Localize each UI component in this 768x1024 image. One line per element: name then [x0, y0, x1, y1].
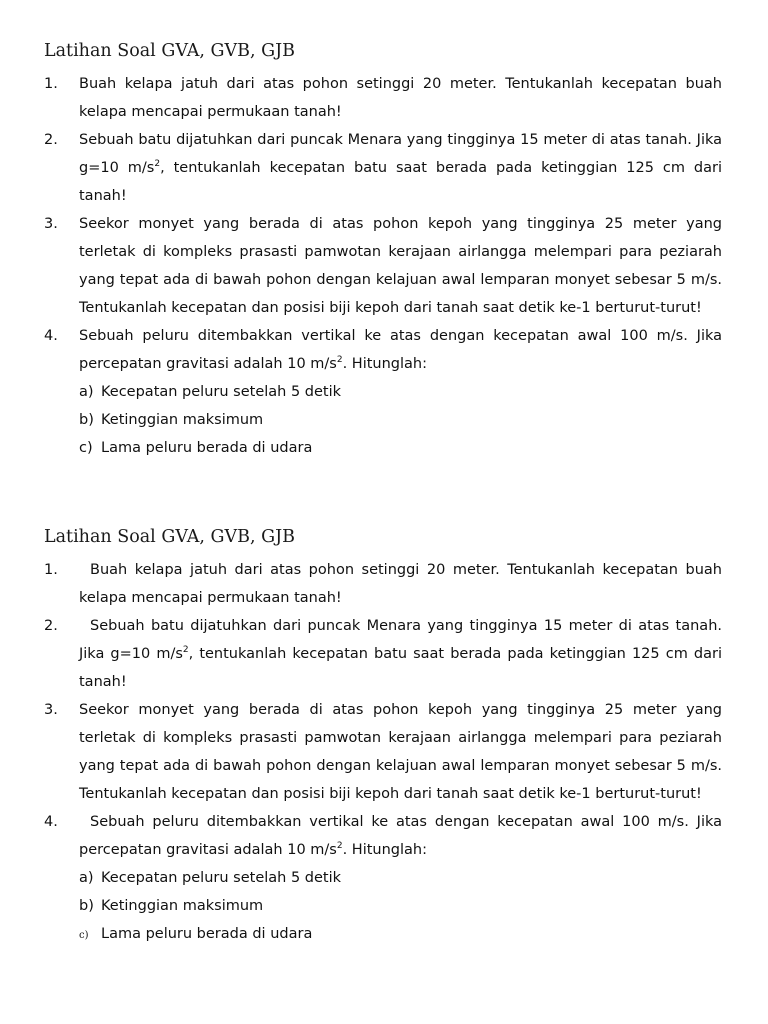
question-text-part: , tentukanlah kecepatan batu saat berada pada ketinggian 125 cm dari tanah! [79, 160, 722, 204]
question-text [79, 322, 722, 378]
sub-question-text: Ketinggian maksimum [101, 898, 264, 914]
question-2 [0, 612, 768, 696]
question-number: 4. [44, 814, 58, 830]
question-1 [0, 70, 768, 126]
question-text-part: Sebuah peluru ditembakkan vertikal ke atas dengan kecepatan awal 100 m/s. Jika percepatan gravitasi adalah 10 m/s [79, 814, 722, 858]
sub-question-c [79, 920, 768, 948]
question-text-part: Sebuah batu dijatuhkan dari puncak Menara yang tingginya 15 meter di atas tanah. Jika g=10 m/s [79, 132, 722, 176]
sub-question-label: a) [79, 870, 94, 886]
question-text-part: , tentukanlah kecepatan batu saat berada pada ketinggian 125 cm dari tanah! [79, 646, 722, 690]
sub-question-text: Lama peluru berada di udara [101, 440, 313, 456]
sub-question-label: c) [79, 930, 89, 941]
sub-question-label: a) [79, 384, 94, 400]
question-number: 1. [44, 562, 58, 578]
question-1 [0, 556, 768, 612]
question-4 [0, 808, 768, 864]
question-text: Seekor monyet yang berada di atas pohon kepoh yang tingginya 25 meter yang terletak di kompleks prasasti pamwotan kerajaan airlangga melempari para peziarah yang tepat ada di bawah pohon dengan kelajuan awal lemparan monyet sebesar 5 m/s. Tentukanlah kecepatan dan posisi biji kepoh dari tanah saat detik ke-1 berturut-turut! [79, 216, 722, 316]
question-list [0, 70, 768, 462]
question-text-part: . Hitunglah: [342, 842, 428, 858]
sub-question-label: b) [79, 412, 94, 428]
question-text: Buah kelapa jatuh dari atas pohon setinggi 20 meter. Tentukanlah kecepatan buah kelapa mencapai permukaan tanah! [79, 76, 722, 120]
question-number: 3. [44, 216, 58, 232]
superscript: 2 [182, 645, 189, 655]
sub-question-text: Kecepatan peluru setelah 5 detik [101, 384, 342, 400]
sub-question-text: Kecepatan peluru setelah 5 detik [101, 870, 342, 886]
question-text-part: . Hitunglah: [342, 356, 428, 372]
question-text [79, 808, 722, 864]
question-number: 2. [44, 618, 58, 634]
sub-question-label: b) [79, 898, 94, 914]
superscript: 2 [154, 159, 161, 169]
superscript: 2 [336, 355, 343, 365]
question-text [79, 126, 722, 210]
section-title: Latihan Soal GVA, GVB, GJB [44, 527, 295, 547]
question-number: 4. [44, 328, 58, 344]
sub-question-text: Ketinggian maksimum [101, 412, 264, 428]
question-text: Buah kelapa jatuh dari atas pohon setinggi 20 meter. Tentukanlah kecepatan buah kelapa mencapai permukaan tanah! [79, 562, 722, 606]
question-2 [0, 126, 768, 210]
question-4 [0, 322, 768, 378]
question-text-part: Sebuah batu dijatuhkan dari puncak Menara yang tingginya 15 meter di atas tanah. Jika g=10 m/s [79, 618, 722, 662]
question-3 [0, 210, 768, 322]
question-list [0, 556, 768, 948]
sub-question-c [79, 434, 768, 462]
sub-question-b [79, 892, 768, 920]
sub-question-b [79, 406, 768, 434]
question-number: 1. [44, 76, 58, 92]
sub-question-label: c) [79, 440, 93, 456]
section-title: Latihan Soal GVA, GVB, GJB [44, 41, 295, 61]
question-text-part: Sebuah peluru ditembakkan vertikal ke atas dengan kecepatan awal 100 m/s. Jika percepatan gravitasi adalah 10 m/s [79, 328, 722, 372]
question-text [79, 612, 722, 696]
superscript: 2 [336, 841, 343, 851]
question-number: 3. [44, 702, 58, 718]
sub-question-text: Lama peluru berada di udara [101, 926, 313, 942]
sub-question-a [79, 378, 768, 406]
question-number: 2. [44, 132, 58, 148]
question-text: Seekor monyet yang berada di atas pohon kepoh yang tingginya 25 meter yang terletak di kompleks prasasti pamwotan kerajaan airlangga melempari para peziarah yang tepat ada di bawah pohon dengan kelajuan awal lemparan monyet sebesar 5 m/s. Tentukanlah kecepatan dan posisi biji kepoh dari tanah saat detik ke-1 berturut-turut! [79, 702, 722, 802]
sub-question-a [79, 864, 768, 892]
question-3 [0, 696, 768, 808]
